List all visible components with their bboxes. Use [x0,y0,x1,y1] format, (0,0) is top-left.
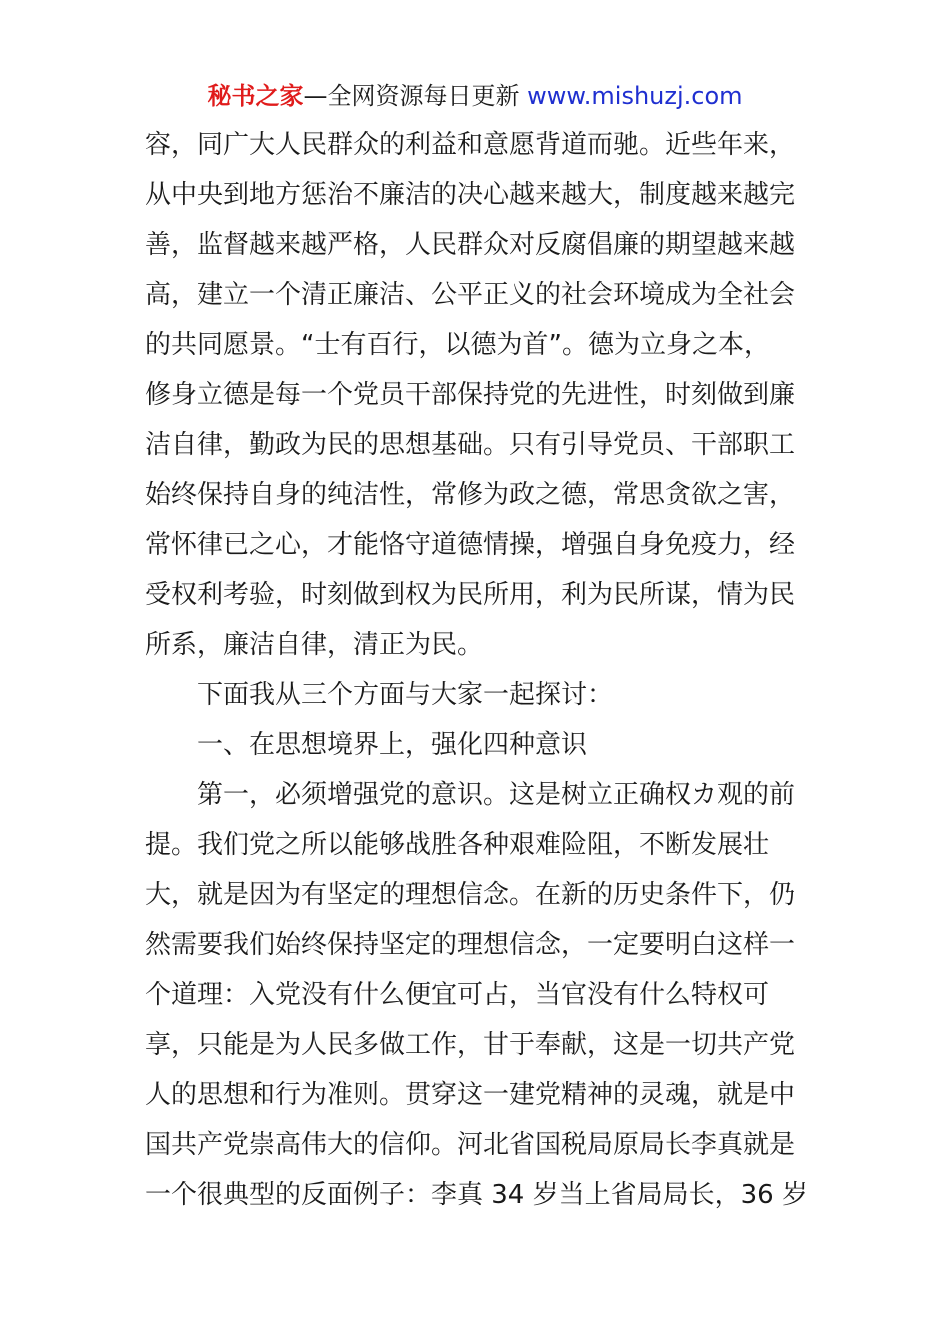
text-line: 洁自律，勤政为民的思想基础。只有引导党员、干部职工 [145,430,796,460]
text-line: 所系，廉洁自律，清正为民。 [145,630,484,660]
text-line: 高，建立一个清正廉洁、公平正义的社会环境成为全社会 [145,280,796,310]
text-line: 一个很典型的反面例子：李真 34 岁当上省局局长，36 岁 [145,1180,808,1210]
document-body [145,120,815,1220]
intro-line: 下面我从三个方面与大家一起探讨： [197,680,614,710]
text-line: 常怀律已之心，才能恪守道德情操，增强自身免疫力，经 [145,530,796,560]
text-line: 始终保持自身的纯洁性，常修为政之德，常思贪欲之害， [145,480,796,510]
text-line: 善，监督越来越严格，人民群众对反腐倡廉的期望越来越 [145,230,796,260]
text-line: 然需要我们始终保持坚定的理想信念，一定要明白这样一 [145,930,796,960]
text-line: 个道理：入党没有什么便宜可占，当官没有什么特权可 [145,980,770,1010]
text-line: 享，只能是为人民多做工作，甘于奉献，这是一切共产党 [145,1030,796,1060]
text-line: 修身立德是每一个党员干部保持党的先进性，时刻做到廉 [145,380,796,410]
text-line: 第一，必须增强党的意识。这是树立正确权カ观的前 [197,780,796,810]
section-heading: 一、在思想境界上，强化四种意识 [197,730,588,760]
text-line: 的共同愿景。“士有百行，以德为首”。德为立身之本， [145,330,770,360]
brand-name: 秘书之家 [207,82,304,110]
text-line: 人的思想和行为准则。贯穿这一建党精神的灵魂，就是中 [145,1080,796,1110]
text-line: 大，就是因为有坚定的理想信念。在新的历史条件下，仍 [145,880,796,910]
text-line: 容，同广大人民群众的利益和意愿背道而驰。近些年来， [145,130,796,160]
text-line: 受权利考验，时刻做到权为民所用，利为民所谋，情为民 [145,580,796,610]
text-line: 从中央到地方惩治不廉洁的决心越来越大，制度越来越完 [145,180,796,210]
text-line: 提。我们党之所以能够战胜各种艰难险阻，不断发展壮 [145,830,770,860]
page-header [0,80,950,112]
text-line: 国共产党崇高伟大的信仰。河北省国税局原局长李真就是 [145,1130,796,1160]
header-tagline: —全网资源每日更新 [303,82,528,110]
website-link[interactable]: www.mishuzj.com [527,82,743,110]
